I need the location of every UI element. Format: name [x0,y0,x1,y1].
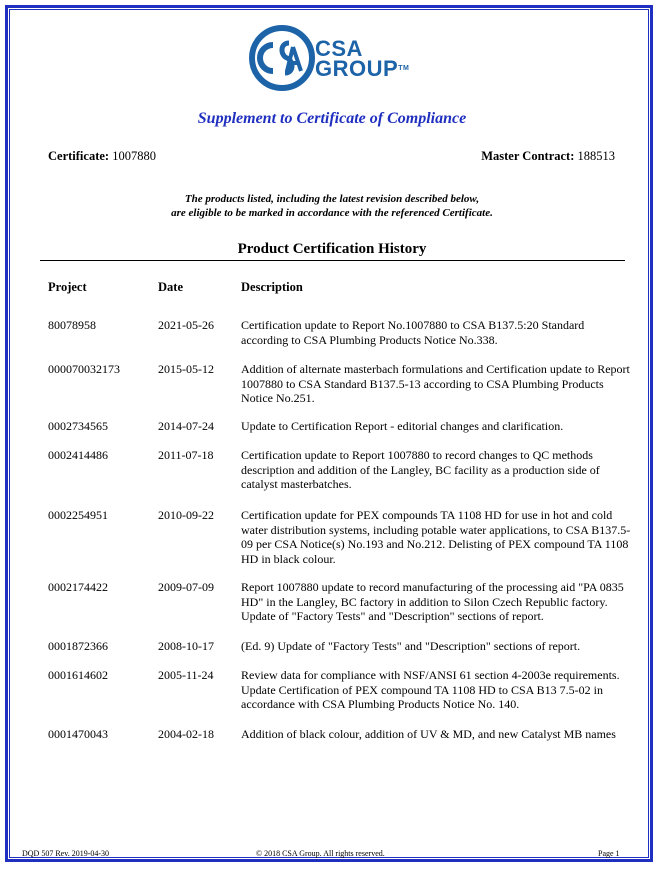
date-cell: 2005-11-24 [158,668,214,682]
date-cell: 2015-05-12 [158,362,214,376]
project-cell: 0002174422 [48,580,108,594]
description-cell: (Ed. 9) Update of "Factory Tests" and "Description" sections of report. [241,639,581,653]
date-cell: 2008-10-17 [158,639,214,653]
certificate-label: Certificate: [48,149,110,163]
csa-logo-icon [249,25,315,91]
description-cell: Addition of black colour, addition of UV & MD, and new Catalyst MB names [241,727,616,741]
description-cell: Addition of alternate masterbach formulations and Certification update to Report 1007880 to CSA Standard B137.5-13 according to CSA Plumbing Products Notice No.251. [241,362,630,405]
title-divider [40,260,625,261]
logo-wordmark [315,36,410,81]
document-title: Supplement to Certificate of Compliance [197,110,467,127]
trademark: TM [398,65,410,72]
column-header-project: Project [48,280,87,294]
master-label: Master Contract: [481,149,575,163]
project-cell: 80078958 [48,318,96,332]
footer-copyright: © 2018 CSA Group. All rights reserved. [256,849,385,858]
description-cell: Certification update to Report 1007880 to record changes to QC methods description and addition of the Langley, BC facility as a production side of catalyst masterbatches. [241,448,600,491]
certificate-value: 1007880 [112,149,156,163]
date-cell: 2021-05-26 [158,318,214,332]
project-cell: 0001872366 [48,639,108,653]
intro-line-2: are eligible to be marked in accordance with the referenced Certificate. [171,207,493,219]
footer-page-number: Page 1 [598,849,620,858]
csa-group-logo [249,25,425,101]
project-cell: 0002254951 [48,508,108,522]
master-value: 188513 [577,149,615,163]
description-cell: Report 1007880 update to record manufacturing of the processing aid "PA 0835 HD" in the Langley, BC factory in addition to Silon Czech Republic factory. Update of "Factory Tests" and "Description" sections of report. [241,580,624,623]
description-cell: Update to Certification Report - editorial changes and clarification. [241,419,564,433]
intro-statement [0,192,664,220]
logo-line2: GROUP [315,56,399,81]
footer-form-id: DQD 507 Rev. 2019-04-30 [22,849,110,858]
history-title: Product Certification History [237,241,427,257]
certificate-number [48,149,156,164]
column-header-date: Date [158,280,183,294]
date-cell: 2010-09-22 [158,508,214,522]
master-contract [481,149,615,164]
project-cell: 0002414486 [48,448,108,462]
description-cell: Review data for compliance with NSF/ANSI 61 section 4-2003e requirements. Update Certification of PEX compound TA 1108 HD to CSA B13 7.5-02 in accordance with CSA Plumbing Products Notice No. 140. [241,668,620,711]
date-cell: 2014-07-24 [158,419,214,433]
column-header-description: Description [241,280,303,294]
project-cell: 000070032173 [48,362,120,376]
project-cell: 0001470043 [48,727,108,741]
intro-line-1: The products listed, including the latest revision described below, [184,193,480,205]
date-cell: 2011-07-18 [158,448,214,462]
project-cell: 0001614602 [48,668,108,682]
date-cell: 2004-02-18 [158,727,214,741]
description-cell: Certification update to Report No.1007880 to CSA B137.5:20 Standard according to CSA Plumbing Products Notice No.338. [241,318,585,347]
date-cell: 2009-07-09 [158,580,214,594]
project-cell: 0002734565 [48,419,108,433]
logo-line1: CSA [315,36,363,61]
description-cell: Certification update for PEX compounds TA 1108 HD for use in hot and cold water distribution systems, including potable water applications, to CSA B137.5-09 per CSA Notice(s) No.193 and No.212. Delisting of PEX compound TA 1108 HD in black colour. [241,508,631,566]
